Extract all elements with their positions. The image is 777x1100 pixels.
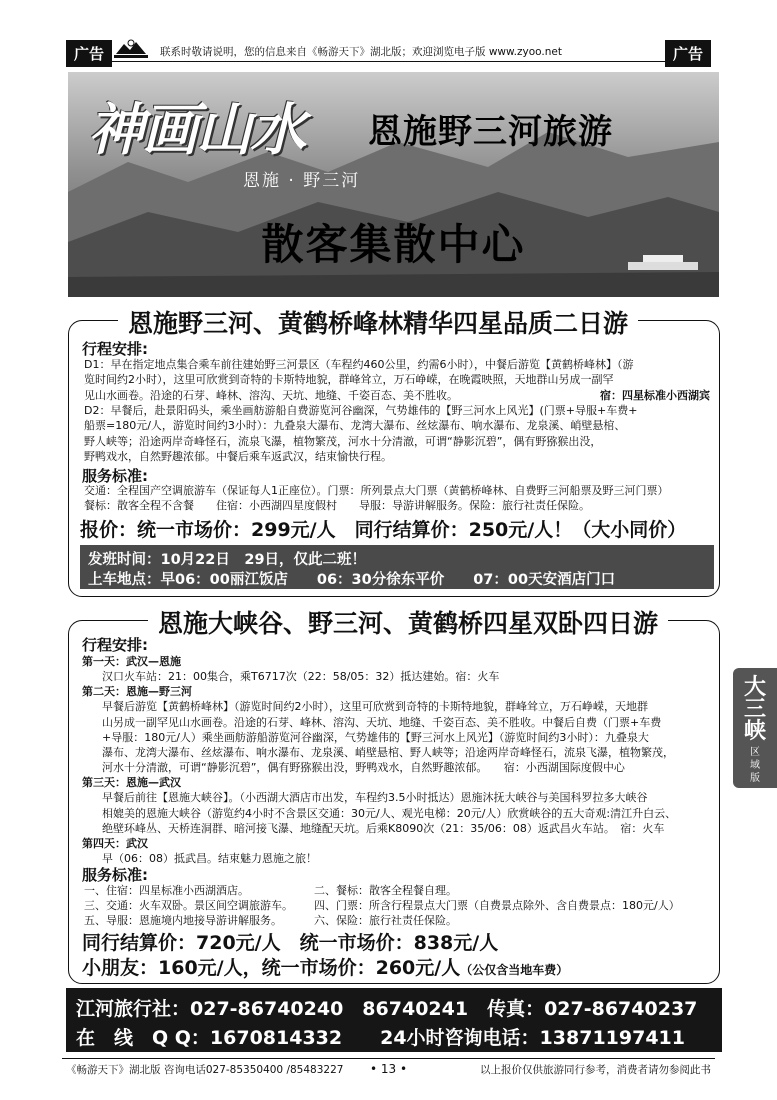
header-notice: 联系时敬请说明，您的信息来自《畅游天下》湖北版；欢迎浏览电子版 www.zyoo.net <box>160 46 562 58</box>
contact-footer <box>66 988 722 1052</box>
tour1-price: 报价：统一市场价：299元/人 同行结算价：250元/人！（大小同价） <box>80 519 687 541</box>
tour2-day3: 第三天：恩施—武汉 早餐后前往【恩施大峡谷】。（小西湖大酒店市出发，车程约3.5小时抵达）恩施沐抚大峡谷与美国科罗拉多大峡谷 相媲美的恩施大峡谷（游览约4小时不含景区交通：30元/人、观光电梯：20元/人）欣赏峡谷的五大奇观:清江升白云、 绝壁环峰丛、天桥连洞群、暗河接飞瀑、地缝配天坑。后乘K8090次（21：35/06：08）返武昌火车站。 宿：火车 <box>82 775 718 836</box>
ad-label-left: 广告 <box>66 40 112 67</box>
side-tab-title: 大三峡 <box>743 674 766 744</box>
tour1-day2: D2：早餐后，赴景阳码头，乘坐画舫游船自费游览河谷幽深，气势雄伟的【野三河水上风光】(门票+导服+车费+ 船票=180元/人，游览时间约3小时）：九叠泉大瀑布、龙湾大瀑布、丝炫瀑布、响水瀑布、龙泉溪、峭壁悬棺、 野人峡等；沿途两岸奇峰怪石，流泉飞瀑，植物繁茂，河水十分清澈，可谓“静影沉碧”，偶有野猕猴出没， 野鸭戏水，自然野趣浓郁。中餐后乘车返武汉，结束愉快行程。 <box>84 404 638 463</box>
tour1-schedule-bar <box>80 545 714 589</box>
tour1-departure: 发班时间：10月22日 29日，仅此二班！ <box>88 552 367 568</box>
day-label: 第二天：恩施—野三河 <box>82 685 192 698</box>
tour2-itinerary-heading: 行程安排: <box>82 636 148 654</box>
tour1-d1-hotel: 宿：四星标准小西湖宾 <box>600 388 710 402</box>
bottom-divider <box>62 1058 715 1059</box>
tour2-day4: 第四天：武汉 早（06：08）抵武昌。结束魅力恩施之旅！ <box>82 836 718 867</box>
tour2-service-heading: 服务标准: <box>82 866 148 884</box>
tour2-price-line1: 同行结算价：720元/人 统一市场价：838元/人 <box>82 932 499 954</box>
tour1-day1: D1：早在指定地点集合乘车前往建始野三河景区（车程约460公里，约需6小时），中餐后游览【黄鹤桥峰林】（游 览时间约2小时），这里可欣赏到奇特的卡斯特地貌，群峰耸立，万石峥嵘，在晚霞映照，天地群山另成一副罕 见山水画卷。沿途的石芽、峰林、溶沟、天坑、地缝、千姿百态、美不胜收。 宿：四星标准小西湖宾 <box>84 358 710 402</box>
logo-icon <box>112 38 150 60</box>
tour1-service-heading: 服务标准: <box>82 467 148 485</box>
tour1-itinerary-heading: 行程安排: <box>82 340 148 358</box>
hero-center-title: 散客集散中心 <box>261 220 526 269</box>
day-label: 第三天：恩施—武汉 <box>82 776 181 789</box>
hero-banner <box>68 72 719 297</box>
tour2-price-note: （公仅含当地车费） <box>460 963 569 977</box>
bottom-publication: 《畅游天下》湖北版 咨询电话027-85350400 /85483227 <box>66 1064 344 1076</box>
calligraphy-logo: 神画山水 <box>88 97 304 163</box>
page-number: • 13 • <box>370 1062 408 1076</box>
header-divider <box>68 61 709 62</box>
tour2-day2: 第二天：恩施—野三河 早餐后游览【黄鹤桥峰林】（游览时间约2小时），这里可欣赏到奇特的卡斯特地貌，群峰耸立，万石峥嵘，天地群 山另成一副罕见山水画卷。沿途的石芽、峰林、溶沟、天坑、地缝、千姿百态、美不胜收。中餐后自费（门票+车费 +导服：180元/人）乘坐画舫游船游览河谷幽深，气势雄伟的【野三河水上风光】（游览时间约3小时）：九叠泉大 瀑布、龙湾大瀑布、丝炫瀑布、响水瀑布、龙泉溪、峭壁悬棺、野人峡等；沿途两岸奇峰怪石，流泉飞瀑，植物繁茂， 河水十分清澈，可谓“静影沉碧”，偶有野猕猴出没，野鸭戏水，自然野趣浓郁。 宿：小西湖国际度假中心 <box>82 684 718 776</box>
tour2-title: 恩施大峡谷、野三河、黄鹤桥四星双卧四日游 <box>148 604 668 640</box>
tour1-title: 恩施野三河、黄鹤桥峰林精华四星品质二日游 <box>118 304 638 340</box>
contact-qq-line: 在 线 Q Q：1670814332 24小时咨询电话：13871197411 <box>76 1027 685 1049</box>
calligraphy-subtitle: 恩施 · 野三河 <box>243 171 361 191</box>
day-label: 第四天：武汉 <box>82 837 148 850</box>
side-tab-sub: 区域版 <box>750 747 760 784</box>
tour1-services: 交通：全程国产空调旅游车（保证每人1正座位）。门票：所列景点大门票（黄鹤桥峰林、自费野三河船票及野三河门票） 餐标：散客全程不含餐 住宿：小西湖四星度假村 导服：导游讲解服务。保险：旅行社责任保险。 <box>84 484 669 513</box>
tour2-services: 一、住宿：四星标准小西湖酒店。 二、餐标：散客全程餐自理。 三、交通：火车双卧。景区间空调旅游车。 四、门票：所含行程景点大门票（自费景点除外、含自费景点：180元/人） 五、导服：恩施境内地接导游讲解服务。 六、保险：旅行社责任保险。 <box>84 884 680 927</box>
ad-label-right: 广告 <box>665 40 711 67</box>
day-label: 第一天：武汉—恩施 <box>82 655 181 668</box>
bottom-disclaimer: 以上报价仅供旅游同行参考，消费者请勿参阅此书 <box>480 1064 711 1076</box>
tour2-day1: 第一天：武汉—恩施 汉口火车站：21：00集合，乘T6717次（22：58/05：32）抵达建始。宿：火车 <box>82 654 718 685</box>
region-side-tab <box>733 668 777 788</box>
tour1-pickup: 上车地点：早06：00丽江饭店 06：30分徐东平价 07：00天安酒店门口 <box>88 572 616 588</box>
contact-phone-line: 江河旅行社：027-86740240 86740241 传真：027-86740237 <box>76 998 698 1020</box>
hero-title: 恩施野三河旅游 <box>368 112 613 152</box>
tour2-price-line2: 小朋友：160元/人，统一市场价：260元/人（公仅含当地车费） <box>82 957 569 979</box>
